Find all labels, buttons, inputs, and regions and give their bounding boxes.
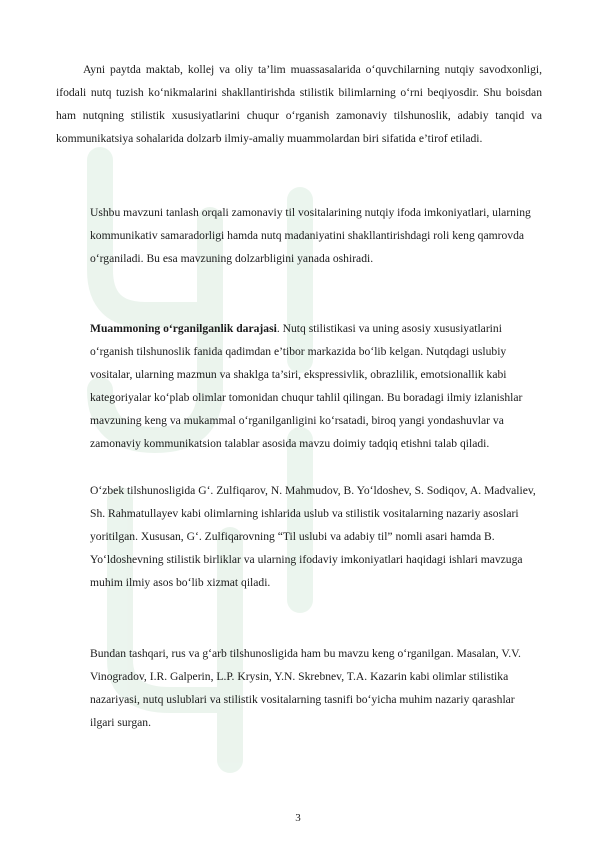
section-heading: Muammoning o‘rganilganlik darajasi <box>90 322 277 335</box>
paragraph-topic-choice: Ushbu mavzuni tanlash orqali zamonaviy til vositalarining nutqiy ifoda imkoniyatlari, ularning kommunikativ samaradorligi hamda nutq madaniyatini shakllantirishdagi roli keng qamrovda o‘rganiladi. Bu esa mavzuning dolzarbligini yanada oshiradi. <box>90 206 531 265</box>
page-number: 3 <box>295 812 301 824</box>
paragraph-uzbek-linguistics: O‘zbek tilshunosligida G‘. Zulfiqarov, N. Mahmudov, B. Yo‘ldoshev, S. Sodiqov, A. Madvaliev, Sh. Rahmatullayev kabi olimlarning ishlarida uslub va stilistik vositalarning nazariy asoslari yoritilgan. Xususan, G‘. Zulfiqarovning “Til uslubi va adabiy til” nomli asari hamda B. Yo‘ldoshevning stilistik birliklar va ularning ifodaviy imkoniyatlari haqidagi ishlari mavzuga muhim ilmiy asos bo‘lib xizmat qiladi. <box>90 484 536 589</box>
paragraph-intro: Ayni paytda maktab, kollej va oliy ta’lim muassasalarida o‘quvchilarning nutqiy savodxonligi, ifodali nutq tuzish ko‘nikmalarini shakllantirishda stilistik bilimlarning o‘rni beqiyosdir. Shu boisdan ham nutqning stilistik xususiyatlarini chuqur o‘rganish zamonaviy tilshunoslik, adabiy tanqid va kommunikatsiya sohalarida dolzarb ilmiy-amaliy muammolardan biri sifatida e’tirof etiladi. <box>56 63 542 145</box>
paragraph-research-level <box>90 317 542 455</box>
paragraph-research-level-body: . Nutq stilistikasi va uning asosiy xususiyatlarini o‘rganish tilshunoslik fanida qadimdan e’tibor markazida bo‘lib kelgan. Nutqdagi uslubiy vositalar, ularning mazmun va shaklga ta’siri, ekspressivlik, obrazlilik, emotsionallik kabi kategoriyalar ko‘plab olimlar tomonidan chuqur tahlil qilingan. Bu boradagi ilmiy izlanishlar mavzuning keng va mukammal o‘rganilganligini ko‘rsatadi, biroq yangi yondashuvlar va zamonaviy kommunikatsion talablar asosida mavzu doimiy tadqiq etishni talab qiladi. <box>90 322 523 450</box>
paragraph-foreign-linguistics: Bundan tashqari, rus va g‘arb tilshunosligida ham bu mavzu keng o‘rganilgan. Masalan, V.V. Vinogradov, I.R. Galperin, L.P. Krysin, Y.N. Skrebnev, T.A. Kazarin kabi olimlar stilistika nazariyasi, nutq uslublari va stilistik vositalarning tasnifi bo‘yicha muhim nazariy qarashlar ilgari surgan. <box>90 647 521 729</box>
